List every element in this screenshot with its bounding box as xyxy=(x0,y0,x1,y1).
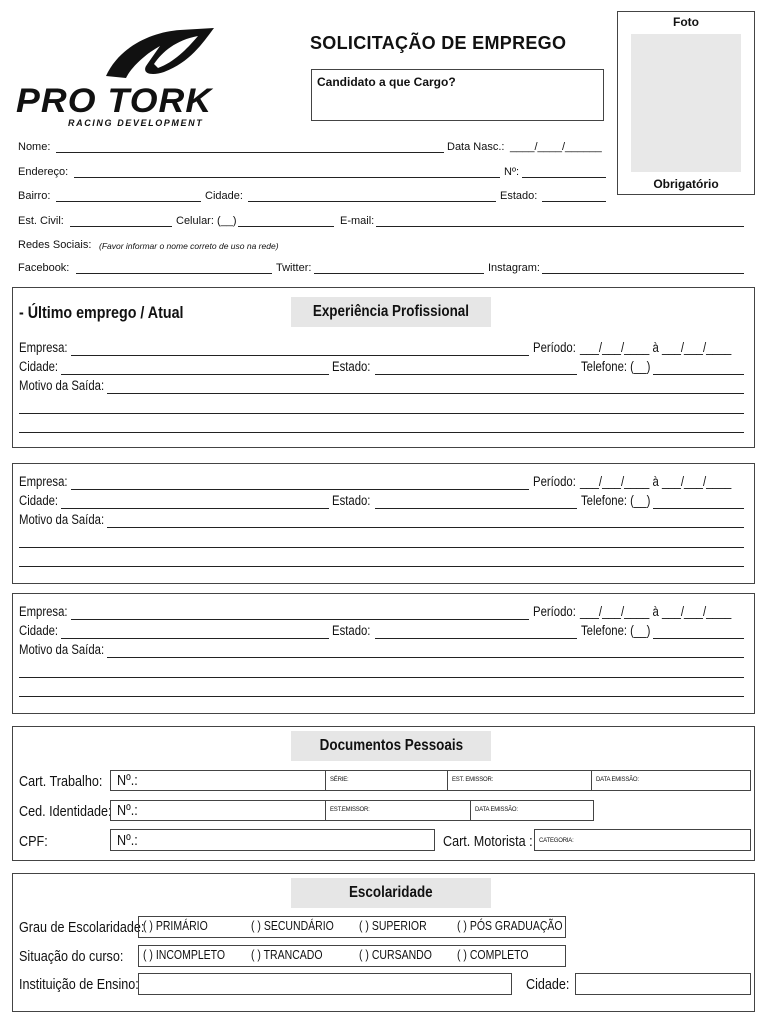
cart-motorista-label: Cart. Motorista : xyxy=(443,833,533,850)
estado-line[interactable] xyxy=(542,201,606,202)
empresa-line[interactable] xyxy=(71,489,529,490)
telefone-label: Telefone: (__) xyxy=(581,493,651,508)
estado-line[interactable] xyxy=(375,508,577,509)
photo-frame xyxy=(617,11,755,195)
redes-label: Redes Sociais: xyxy=(18,239,92,251)
data-emissao-label: DATA EMISSÃO: xyxy=(596,777,639,783)
estado-line[interactable] xyxy=(375,374,577,375)
estado-line[interactable] xyxy=(375,638,577,639)
motivo-label: Motivo da Saída: xyxy=(19,378,105,393)
situacao-option-trancado[interactable]: ( ) TRANCADO xyxy=(251,948,323,962)
logo xyxy=(14,26,304,134)
estado-label: Estado: xyxy=(332,359,371,374)
telefone-label: Telefone: (__) xyxy=(581,623,651,638)
motivo-line-2[interactable] xyxy=(19,677,744,678)
documents-band: Documentos Pessoais xyxy=(291,731,491,761)
motivo-line-3[interactable] xyxy=(19,566,744,567)
email-line[interactable] xyxy=(376,226,744,227)
instagram-line[interactable] xyxy=(542,273,744,274)
instituicao-field[interactable] xyxy=(138,973,512,995)
grau-options xyxy=(138,916,566,938)
grau-label: Grau de Escolaridade: xyxy=(19,919,145,936)
cidade-line[interactable] xyxy=(61,374,329,375)
data-emissao-label: DATA EMISSÃO: xyxy=(475,807,518,813)
empresa-line[interactable] xyxy=(71,355,529,356)
education-band: Escolaridade xyxy=(291,878,491,908)
serie-label: SÉRIE: xyxy=(330,777,349,783)
cargo-label: Candidato a que Cargo? xyxy=(317,75,456,89)
photo-label-bottom: Obrigatório xyxy=(653,177,719,191)
situacao-options xyxy=(138,945,566,967)
protork-logo-icon xyxy=(102,26,222,82)
est-civil-line[interactable] xyxy=(70,226,172,227)
experience-band: Experiência Profissional xyxy=(291,297,491,327)
facebook-label: Facebook: xyxy=(18,262,70,274)
ced-identidade-label: Ced. Identidade: xyxy=(19,803,112,820)
periodo-label: Período: xyxy=(533,604,576,619)
celular-label: Celular: (__) xyxy=(176,215,237,227)
bairro-line[interactable] xyxy=(56,201,201,202)
instagram-label: Instagram: xyxy=(488,262,540,274)
grau-option-secundario[interactable]: ( ) SECUNDÁRIO xyxy=(251,919,334,933)
empresa-line[interactable] xyxy=(71,619,529,620)
cidade-label: Cidade: xyxy=(19,493,59,508)
cart-motorista-field[interactable] xyxy=(534,829,751,851)
experience-heading: - Último emprego / Atual xyxy=(19,303,184,322)
cpf-field[interactable] xyxy=(110,829,435,851)
motivo-label: Motivo da Saída: xyxy=(19,512,105,527)
periodo-slots[interactable]: ___/___/____ à ___/___/____ xyxy=(580,474,732,489)
periodo-slots[interactable]: ___/___/____ à ___/___/____ xyxy=(580,604,732,619)
cart-trabalho-label: Cart. Trabalho: xyxy=(19,773,103,790)
cidade-label: Cidade: xyxy=(19,623,59,638)
est-emissor-label: EST.EMISSOR: xyxy=(330,807,370,813)
photo-label-top: Foto xyxy=(673,15,699,29)
instituicao-label: Instituição de Ensino: xyxy=(19,976,139,993)
endereco-line[interactable] xyxy=(74,177,500,178)
est-civil-label: Est. Civil: xyxy=(18,215,64,227)
numero-line[interactable] xyxy=(522,177,606,178)
estado-label: Estado: xyxy=(500,190,538,202)
situacao-option-incompleto[interactable]: ( ) INCOMPLETO xyxy=(143,948,226,962)
motivo-line-3[interactable] xyxy=(19,696,744,697)
redes-note: (Favor informar o nome correto de uso na rede) xyxy=(99,241,279,251)
periodo-slots[interactable]: ___/___/____ à ___/___/____ xyxy=(580,340,732,355)
motivo-line[interactable] xyxy=(107,657,744,658)
cpf-label: CPF: xyxy=(19,833,48,850)
experience-block-3 xyxy=(12,593,755,714)
celular-line[interactable] xyxy=(238,226,334,227)
nome-label: Nome: xyxy=(18,141,51,153)
situacao-option-completo[interactable]: ( ) COMPLETO xyxy=(457,948,529,962)
brand-name: PRO TORK xyxy=(16,82,213,120)
periodo-label: Período: xyxy=(533,340,576,355)
empresa-label: Empresa: xyxy=(19,340,68,355)
grau-option-pos[interactable]: ( ) PÓS GRADUAÇÃO xyxy=(457,919,563,933)
telefone-label: Telefone: (__) xyxy=(581,359,651,374)
numero-label: Nº: xyxy=(504,166,520,178)
cidade-line[interactable] xyxy=(248,201,496,202)
cidade-label: Cidade: xyxy=(19,359,59,374)
nome-line[interactable] xyxy=(56,152,444,153)
experience-block-2 xyxy=(12,463,755,584)
bairro-label: Bairro: xyxy=(18,190,51,202)
estado-label: Estado: xyxy=(332,493,371,508)
grau-option-superior[interactable]: ( ) SUPERIOR xyxy=(359,919,427,933)
experience-block-1 xyxy=(12,287,755,448)
categoria-label: CATEGORIA: xyxy=(539,838,574,844)
motivo-line-2[interactable] xyxy=(19,547,744,548)
facebook-line[interactable] xyxy=(76,273,272,274)
empresa-label: Empresa: xyxy=(19,474,68,489)
motivo-line[interactable] xyxy=(107,527,744,528)
documents-section xyxy=(12,726,755,861)
cidade-field[interactable] xyxy=(575,973,751,995)
cidade-line[interactable] xyxy=(61,508,329,509)
email-label: E-mail: xyxy=(340,215,375,227)
empresa-label: Empresa: xyxy=(19,604,68,619)
ced-identidade-numero: Nº.: xyxy=(117,802,138,819)
page-title: SOLICITAÇÃO DE EMPREGO xyxy=(310,33,567,53)
estado-label: Estado: xyxy=(332,623,371,638)
cidade-line[interactable] xyxy=(61,638,329,639)
data-nasc-slots[interactable]: ____/____/______ xyxy=(510,141,602,153)
situacao-option-cursando[interactable]: ( ) CURSANDO xyxy=(359,948,432,962)
cpf-numero: Nº.: xyxy=(117,832,138,849)
telefone-line[interactable] xyxy=(653,508,744,509)
motivo-label: Motivo da Saída: xyxy=(19,642,105,657)
endereco-label: Endereço: xyxy=(18,166,69,178)
cargo-field[interactable] xyxy=(311,69,604,121)
telefone-line[interactable] xyxy=(653,638,744,639)
data-nasc-label: Data Nasc.: xyxy=(447,141,505,153)
motivo-line-3[interactable] xyxy=(19,432,744,433)
cart-trabalho-numero: Nº.: xyxy=(117,772,138,789)
photo-placeholder[interactable] xyxy=(631,34,741,172)
situacao-label: Situação do curso: xyxy=(19,948,124,965)
motivo-line-2[interactable] xyxy=(19,413,744,414)
cidade-label: Cidade: xyxy=(205,190,243,202)
telefone-line[interactable] xyxy=(653,374,744,375)
ced-identidade-fields[interactable] xyxy=(110,800,594,821)
cart-trabalho-fields[interactable] xyxy=(110,770,751,791)
cidade-label: Cidade: xyxy=(526,976,570,993)
grau-option-primario[interactable]: ( ) PRIMÁRIO xyxy=(143,919,208,933)
motivo-line[interactable] xyxy=(107,393,744,394)
education-section xyxy=(12,873,755,1012)
twitter-line[interactable] xyxy=(314,273,484,274)
twitter-label: Twitter: xyxy=(276,262,312,274)
periodo-label: Período: xyxy=(533,474,576,489)
est-emissor-label: EST. EMISSOR: xyxy=(452,777,494,783)
brand-tagline: RACING DEVELOPMENT xyxy=(68,118,204,128)
